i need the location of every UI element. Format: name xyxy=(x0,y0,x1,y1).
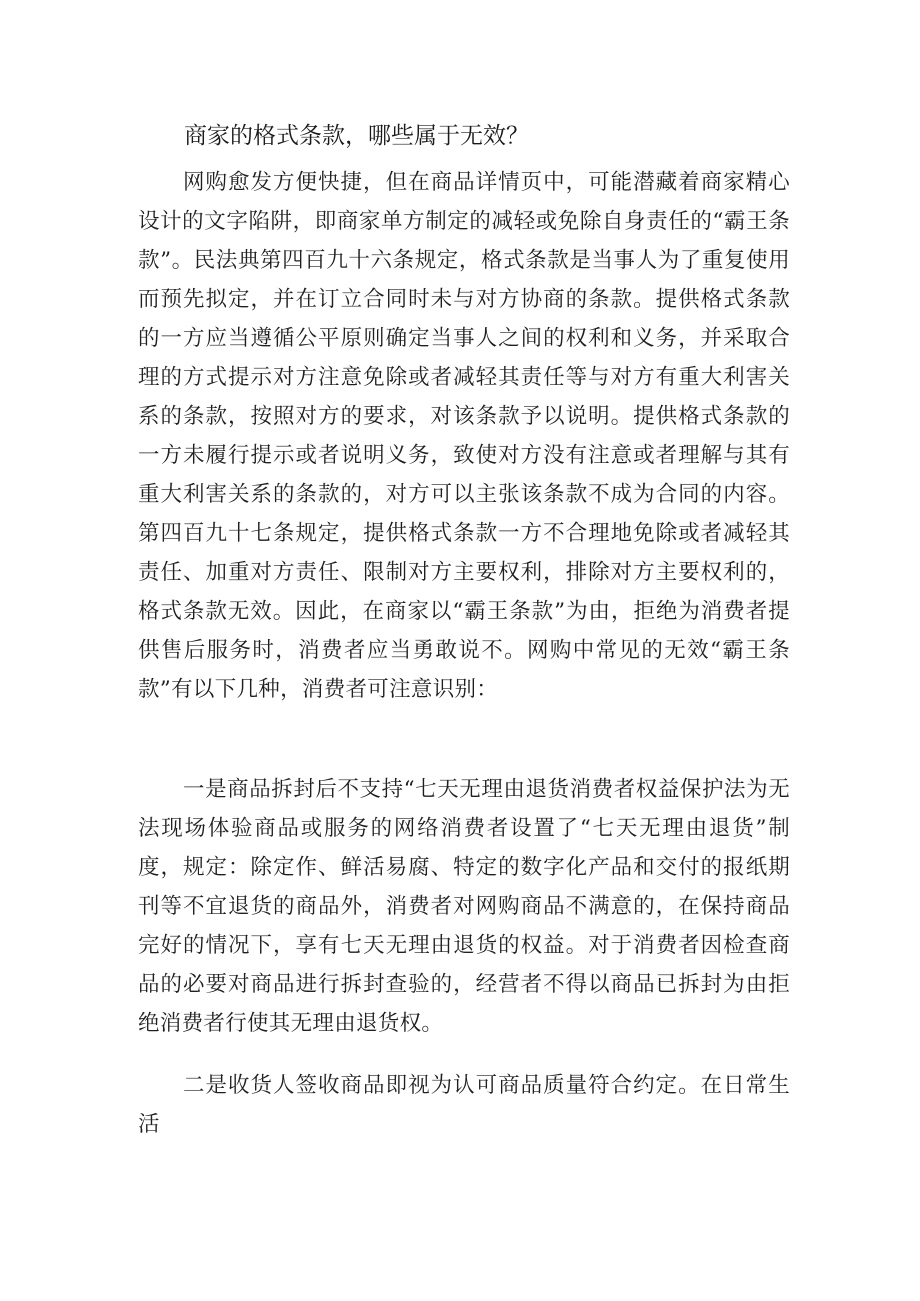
paragraph-intro: 网购愈发方便快捷，但在商品详情页中，可能潜藏着商家精心设计的文字陷阱，即商家单方制定的减轻或免除自身责任的“霸王条款”。民法典第四百九十六条规定，格式条款是当事人为了重复使用而预先拟定，并在订立合同时未与对方协商的条款。提供格式条款的一方应当遵循公平原则确定当事人之间的权利和义务，并采取合理的方式提示对方注意免除或者减轻其责任等与对方有重大利害关系的条款，按照对方的要求，对该条款予以说明。提供格式条款的一方未履行提示或者说明义务，致使对方没有注意或者理解与其有重大利害关系的条款的，对方可以主张该条款不成为合同的内容。第四百九十七条规定，提供格式条款一方不合理地免除或者减轻其责任、加重对方责任、限制对方主要权利，排除对方主要权利的，格式条款无效。因此，在商家以“霸王条款”为由，拒绝为消费者提供售后服务时，消费者应当勇敢说不。网购中常见的无效“霸王条款”有以下几种，消费者可注意识别： xyxy=(138,170,790,702)
paragraph-point-one: 一是商品拆封后不支持“七天无理由退货消费者权益保护法为无法现场体验商品或服务的网络消费者设置了“七天无理由退货”制度，规定：除定作、鲜活易腐、特定的数字化产品和交付的报纸期刊等不宜退货的商品外，消费者对网购商品不满意的，在保持商品完好的情况下，享有七天无理由退货的权益。对于消费者因检查商品的必要对商品进行拆封查验的，经营者不得以商品已拆封为由拒绝消费者行使其无理由退货权。 xyxy=(138,777,790,1036)
paragraph-point-two: 二是收货人签收商品即视为认可商品质量符合约定。在日常生活 xyxy=(138,1073,790,1137)
page-title: 商家的格式条款，哪些属于无效？ xyxy=(184,123,529,149)
